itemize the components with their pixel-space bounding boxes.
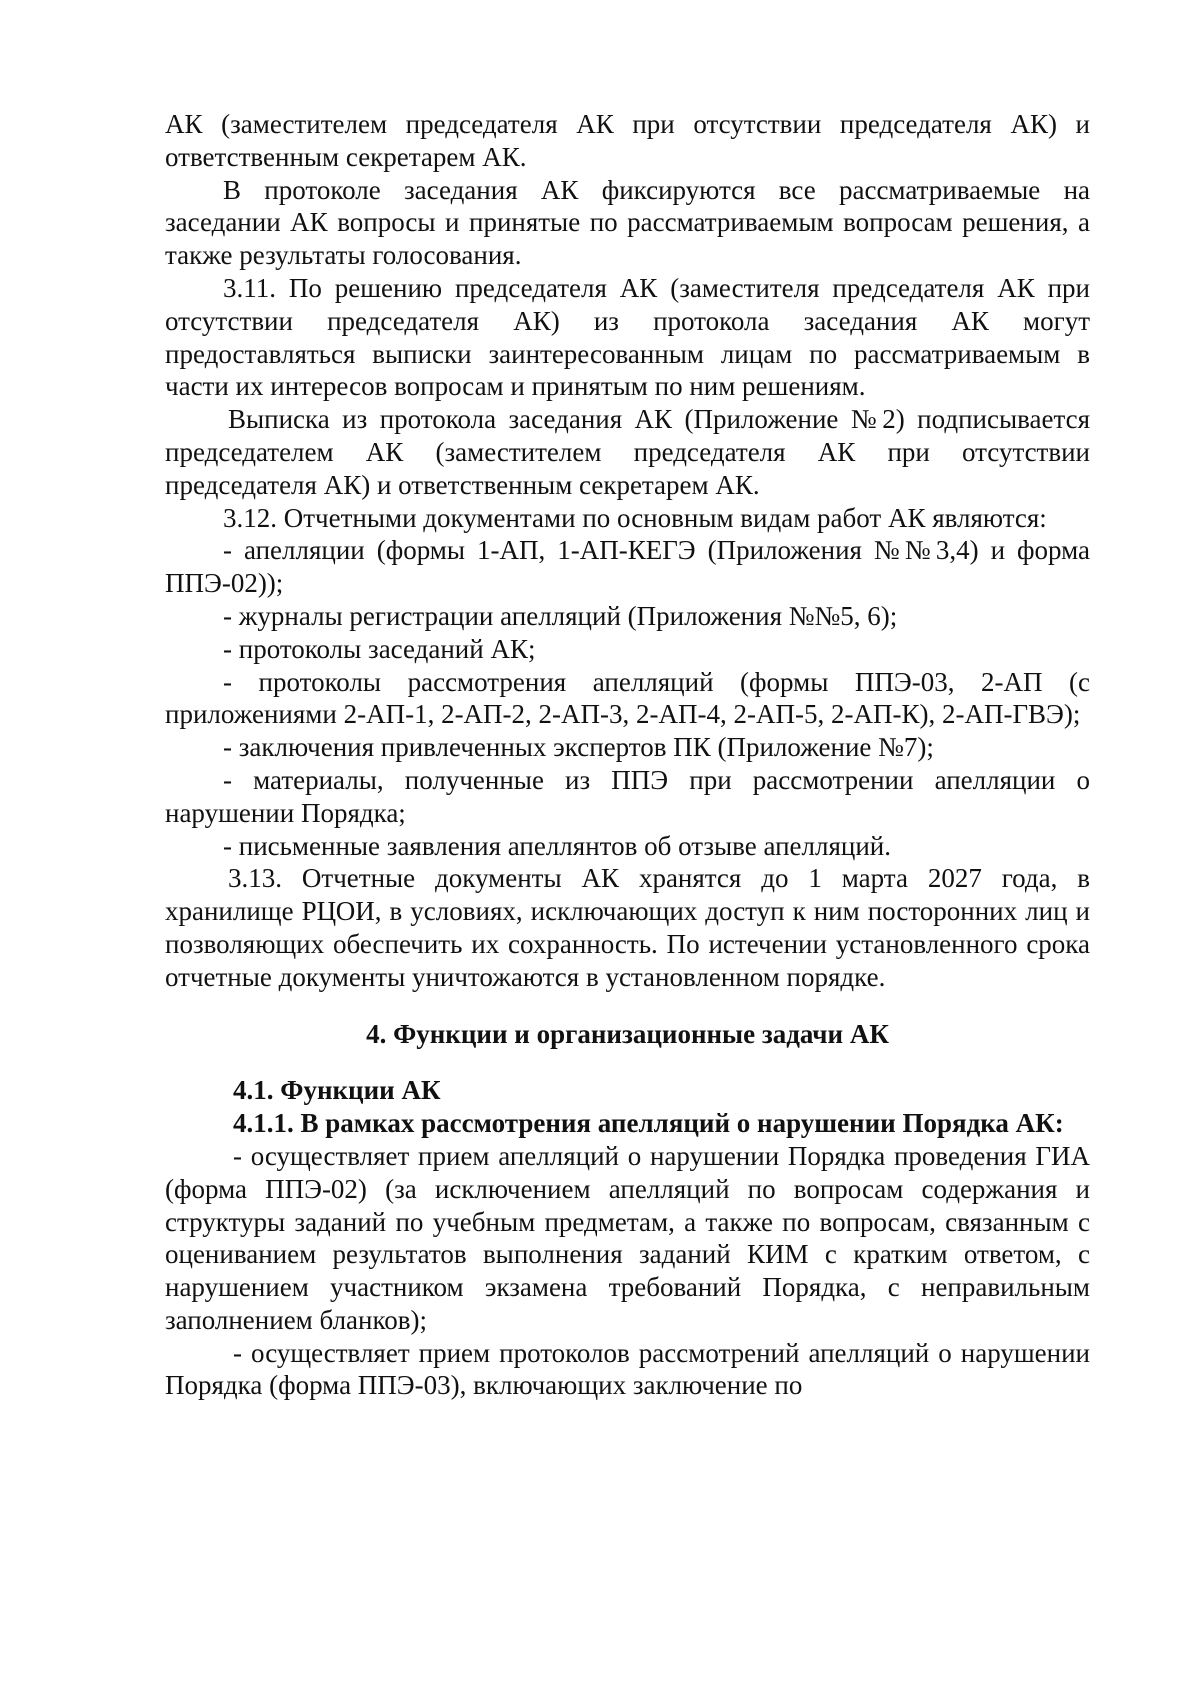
subsection-title: 4.1. Функции АК: [233, 1075, 441, 1106]
paragraph: 3.11. По решению председателя АК (заместителя председателя АК при отсутствии председателя АК) из протокола заседания АК могут предоставляться выписки заинтересованным лицам по рассматриваемым в части их интересов вопросам и принятым по ним решениям.: [165, 272, 1090, 402]
paragraph: В протоколе заседания АК фиксируются все рассматриваемые на заседании АК вопросы и принятые по рассматриваемым вопросам решения, а также результаты голосования.: [165, 174, 1090, 271]
list-item: - протоколы рассмотрения апелляций (формы ППЭ-03, 2-АП (с приложениями 2-АП-1, 2-АП-2, 2-АП-3, 2-АП-4, 2-АП-5, 2-АП-К), 2-АП-ГВЭ);: [165, 666, 1090, 730]
list-item: - протоколы заседаний АК;: [223, 633, 536, 664]
list-item: - материалы, полученные из ППЭ при рассмотрении апелляции о нарушении Порядка;: [165, 764, 1090, 828]
paragraph: Выписка из протокола заседания АК (Приложение №2) подписывается председателем АК (заместителем председателя АК при отсутствии председателя АК) и ответственным секретарем АК.: [165, 404, 1090, 500]
subsubsection-title: 4.1.1. В рамках рассмотрения апелляций о нарушении Порядка АК:: [233, 1108, 1064, 1139]
paragraph: 3.12. Отчетными документами по основным видам работ АК являются:: [223, 502, 1047, 533]
document-body: [165, 108, 1090, 1402]
list-item: - апелляции (формы 1-АП, 1-АП-КЕГЭ (Приложения №№3,4) и форма ППЭ-02));: [165, 535, 1090, 599]
paragraph: АК (заместителем председателя АК при отсутствии председателя АК) и ответственным секретарем АК.: [165, 109, 1090, 172]
section-title: 4. Функции и организационные задачи АК: [366, 1018, 889, 1049]
list-item: - журналы регистрации апелляций (Приложения №№5, 6);: [223, 600, 898, 631]
list-item: - письменные заявления апеллянтов об отзыве апелляций.: [223, 830, 891, 861]
list-item: - заключения привлеченных экспертов ПК (Приложение №7);: [223, 732, 934, 763]
list-item: - осуществляет прием апелляций о нарушении Порядка проведения ГИА (форма ППЭ-02) (за исключением апелляций по вопросам содержания и структуры заданий по учебным предметам, а также по вопросам, связанным с оцениванием результатов выполнения заданий КИМ с кратким ответом, с нарушением участником экзамена требований Порядка, с неправильным заполнением бланков);: [165, 1140, 1090, 1335]
paragraph: 3.13. Отчетные документы АК хранятся до 1 марта 2027 года, в хранилище РЦОИ, в условиях, исключающих доступ к ним посторонних лиц и позволяющих обеспечить их сохранность. По истечении установленного срока отчетные документы уничтожаются в установленном порядке.: [165, 863, 1090, 992]
list-item: - осуществляет прием протоколов рассмотрений апелляций о нарушении Порядка (форма ППЭ-03), включающих заключение по: [165, 1337, 1090, 1401]
